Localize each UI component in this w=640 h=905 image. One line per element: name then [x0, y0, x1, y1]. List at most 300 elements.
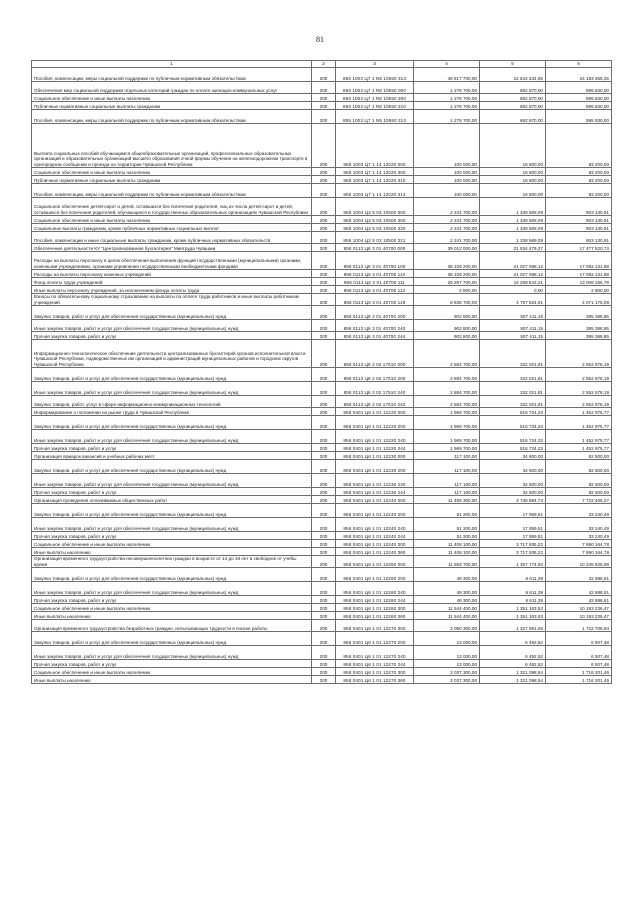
row-executed-cell: 507 411,15	[480, 320, 546, 332]
row-remaining-cell: 6 507,48	[546, 660, 612, 668]
row-classification-cell: 856 0113 Ц6 2 02 17510 200	[336, 368, 414, 382]
row-classification-cell: 856 0401 Ц6 1 01 12230 240	[336, 474, 414, 488]
row-executed-cell: 332 021,81	[480, 368, 546, 382]
row-approved-cell: 1 969 700,00	[414, 430, 480, 444]
row-classification-cell: 856 0113 Ц6 3 01 40700 240	[336, 320, 414, 332]
row-classification-cell: 856 0401 Ц6 1 01 12240 244	[336, 532, 414, 540]
row-code-cell: 200	[312, 382, 336, 396]
table-row	[32, 668, 612, 676]
row-code-cell: 200	[312, 444, 336, 452]
row-executed-cell: 6 492,52	[480, 660, 546, 668]
row-executed-cell: 682 870,00	[480, 94, 546, 102]
row-approved-cell: 49 300,00	[414, 596, 480, 604]
row-name-cell: Иные выплаты персоналу учреждений, за исключением фонда оплаты труда	[32, 286, 312, 294]
row-executed-cell: 16 259 543,21	[480, 278, 546, 286]
row-remaining-cell: 1 452 975,77	[546, 408, 612, 416]
row-code-cell: 200	[312, 244, 336, 252]
row-approved-cell: 902 800,00	[414, 306, 480, 320]
row-name-cell: Обеспечение мер социальной поддержки отдельных категорий граждан по оплате жилищно-коммунальных услуг	[32, 82, 312, 94]
row-classification-cell: 856 0401 Ц6 1 01 12230 200	[336, 460, 414, 474]
row-executed-cell: 332 021,81	[480, 340, 546, 368]
row-classification-cell: 856 0401 Ц6 1 01 12260 300	[336, 604, 414, 612]
row-remaining-cell: 17 082 131,88	[546, 252, 612, 270]
row-remaining-cell: 17 477 520,73	[546, 244, 612, 252]
row-approved-cell: 11 544 400,00	[414, 604, 480, 612]
row-classification-cell: 856 0401 Ц6 1 01 12240 240	[336, 518, 414, 532]
row-name-cell: Иные выплаты населению	[32, 548, 312, 556]
row-remaining-cell: 6 507,48	[546, 646, 612, 660]
row-code-cell: 200	[312, 568, 336, 582]
budget-table	[31, 60, 612, 684]
row-executed-cell: 3 717 935,22	[480, 548, 546, 556]
row-code-cell: 200	[312, 646, 336, 660]
row-approved-cell: 11 408 100,00	[414, 548, 480, 556]
row-name-cell: Социальное обеспечение и иные выплаты населению	[32, 540, 312, 548]
row-remaining-cell: 83 200,00	[546, 184, 612, 198]
row-classification-cell: 856 0113 Ц6 3 01 40700 200	[336, 306, 414, 320]
row-remaining-cell: 83 200,00	[546, 176, 612, 184]
row-name-cell: Организация временного трудоустройства безработных граждан, испытывающих трудности в поиске работы	[32, 620, 312, 632]
table-row	[32, 184, 612, 198]
row-remaining-cell: 395 388,85	[546, 320, 612, 332]
row-name-cell: Закупка товаров, работ и услуг для обеспечения государственных (муниципальных) нужд	[32, 568, 312, 582]
row-name-cell: Прочая закупка товаров, работ и услуг	[32, 660, 312, 668]
row-classification-cell: 856 0401 Ц6 1 01 12220 200	[336, 416, 414, 430]
row-classification-cell: 855 1003 Ц7 1 N5 10550 300	[336, 94, 414, 102]
row-name-cell: Иные закупки товаров, работ и услуг для обеспечения государственных (муниципальных) нужд	[32, 582, 312, 596]
column-header: 1	[32, 61, 312, 68]
row-approved-cell: 3 037 300,00	[414, 668, 480, 676]
row-approved-cell: 117 100,00	[414, 460, 480, 474]
row-name-cell: Иные закупки товаров, работ и услуг для обеспечения государственных (муниципальных) нужд	[32, 382, 312, 396]
row-remaining-cell: 42 688,61	[546, 582, 612, 596]
row-name-cell: Взносы по обязательному социальному страхованию на выплаты по оплате труда работников и иные выплаты работникам учреждений	[32, 294, 312, 306]
table-row	[32, 646, 612, 660]
table-row	[32, 408, 612, 416]
row-name-cell: Социальные выплаты гражданам, кроме публичных нормативных социальных выплат	[32, 224, 312, 232]
table-row	[32, 444, 612, 452]
row-remaining-cell: 4 071 175,09	[546, 294, 612, 306]
row-remaining-cell: 395 388,85	[546, 306, 612, 320]
row-name-cell: Информирование о положении на рынке труда в Чувашской Республике	[32, 408, 312, 416]
row-name-cell: Прочая закупка товаров, работ и услуг	[32, 532, 312, 540]
row-name-cell: Иные закупки товаров, работ и услуг для обеспечения государственных (муниципальных) нужд	[32, 474, 312, 488]
row-executed-cell: 6 611,39	[480, 568, 546, 582]
row-name-cell: Пособия, компенсации, меры социальной поддержки по публичным нормативным обязательствам	[32, 110, 312, 124]
row-code-cell: 200	[312, 278, 336, 286]
row-executed-cell: 507 411,15	[480, 332, 546, 340]
row-approved-cell: 2 241 700,00	[414, 198, 480, 216]
table-row	[32, 332, 612, 340]
table-row	[32, 168, 612, 176]
row-approved-cell: 1 969 700,00	[414, 408, 480, 416]
row-executed-cell: 516 724,23	[480, 430, 546, 444]
row-approved-cell: 29 267 700,00	[414, 278, 480, 286]
row-remaining-cell: 82 500,00	[546, 460, 612, 474]
row-name-cell: Прочая закупка товаров, работ и услуг	[32, 488, 312, 496]
row-code-cell: 200	[312, 504, 336, 518]
row-classification-cell: 856 0113 Ц6 2 02 17510 242	[336, 396, 414, 408]
row-classification-cell: 856 0113 Ц6 2 02 17510 000	[336, 340, 414, 368]
row-name-cell: Иные закупки товаров, работ и услуг для обеспечения государственных (муниципальных) нужд	[32, 646, 312, 660]
row-approved-cell: 51 200,00	[414, 532, 480, 540]
row-executed-cell: 34 600,00	[480, 474, 546, 488]
row-code-cell: 200	[312, 94, 336, 102]
row-approved-cell: 100 000,00	[414, 176, 480, 184]
row-name-cell: Иные закупки товаров, работ и услуг для обеспечения государственных (муниципальных) нужд	[32, 518, 312, 532]
row-remaining-cell: 2 552 678,19	[546, 382, 612, 396]
row-approved-cell: 2 884 700,00	[414, 368, 480, 382]
row-executed-cell: 6 492,52	[480, 646, 546, 660]
row-executed-cell: 1 338 569,09	[480, 232, 546, 244]
row-approved-cell: 1 278 700,00	[414, 102, 480, 110]
row-approved-cell: 39 012 000,00	[414, 244, 480, 252]
row-approved-cell: 11 408 100,00	[414, 540, 480, 548]
row-code-cell: 200	[312, 270, 336, 278]
row-approved-cell: 2 884 700,00	[414, 382, 480, 396]
row-remaining-cell: 1 452 975,77	[546, 430, 612, 444]
row-name-cell: Закупка товаров, работ и услуг для обеспечения государственных (муниципальных) нужд	[32, 504, 312, 518]
row-name-cell: Иные выплаты населению	[32, 612, 312, 620]
row-name-cell: Расходы на выплаты персоналу казенных учреждений	[32, 270, 312, 278]
row-executed-cell: 1 321 098,54	[480, 676, 546, 684]
row-approved-cell: 1 969 700,00	[414, 416, 480, 430]
row-code-cell: 200	[312, 168, 336, 176]
row-remaining-cell: 33 240,49	[546, 518, 612, 532]
row-code-cell: 200	[312, 252, 336, 270]
row-remaining-cell: 2 552 678,19	[546, 396, 612, 408]
row-classification-cell: 855 1004 Ц2 5 03 10500 321	[336, 232, 414, 244]
row-code-cell: 200	[312, 604, 336, 612]
row-remaining-cell: 7 722 405,27	[546, 496, 612, 504]
row-remaining-cell: 1 452 975,77	[546, 416, 612, 430]
row-remaining-cell: 595 830,00	[546, 102, 612, 110]
row-name-cell: Расходы на выплаты персоналу в целях обеспечения выполнения функций государственными (муниципальными) органами, казенными учреждениями, органами управления государственными внебюджетными фондами	[32, 252, 312, 270]
row-executed-cell: 516 724,23	[480, 444, 546, 452]
row-classification-cell: 856 0401 Ц6 1 01 12260 240	[336, 582, 414, 596]
row-code-cell: 200	[312, 488, 336, 496]
row-executed-cell: 0,00	[480, 286, 546, 294]
table-row	[32, 270, 612, 278]
row-remaining-cell: 6 507,48	[546, 632, 612, 646]
row-classification-cell: 855 1004 Ц2 5 03 10500 300	[336, 216, 414, 224]
row-classification-cell: 856 0401 Ц6 1 01 12220 000	[336, 408, 414, 416]
row-executed-cell: 3 717 935,22	[480, 540, 546, 548]
row-executed-cell: 6 611,39	[480, 596, 546, 604]
row-remaining-cell: 903 130,91	[546, 232, 612, 244]
row-classification-cell: 856 0113 Ц6 3 01 40700 000	[336, 244, 414, 252]
row-classification-cell: 856 0401 Ц6 1 01 12270 200	[336, 632, 414, 646]
row-code-cell: 200	[312, 632, 336, 646]
table-row	[32, 82, 612, 94]
row-code-cell: 200	[312, 286, 336, 294]
row-name-cell: Пособия, компенсации, меры социальной поддержки по публичным нормативным обязательствам	[32, 184, 312, 198]
row-name-cell: Социальное обеспечение и иные выплаты населению	[32, 604, 312, 612]
table-row	[32, 110, 612, 124]
row-classification-cell: 856 0401 Ц6 1 01 12240 300	[336, 540, 414, 548]
column-header: 5	[480, 61, 546, 68]
row-approved-cell: 11 593 700,00	[414, 556, 480, 568]
row-remaining-cell: 82 500,00	[546, 488, 612, 496]
table-row	[32, 396, 612, 408]
row-classification-cell: 855 1003 Ц7 1 N5 10550 000	[336, 82, 414, 94]
row-executed-cell: 17 959,51	[480, 504, 546, 518]
row-approved-cell: 117 100,00	[414, 488, 480, 496]
row-code-cell: 200	[312, 430, 336, 444]
row-name-cell: Пособия, компенсации, меры социальной поддержки по публичным нормативным обязательствам	[32, 68, 312, 82]
row-classification-cell: 855 1003 Ц7 1 N5 10550 313	[336, 110, 414, 124]
row-remaining-cell: 2 552 678,19	[546, 340, 612, 368]
row-code-cell: 200	[312, 596, 336, 604]
row-executed-cell: 17 959,51	[480, 532, 546, 540]
row-executed-cell: 332 021,81	[480, 396, 546, 408]
row-remaining-cell: 395 388,85	[546, 332, 612, 340]
row-classification-cell: 856 0113 Ц6 3 01 40700 110	[336, 270, 414, 278]
row-approved-cell: 11 544 400,00	[414, 612, 480, 620]
row-name-cell: Прочая закупка товаров, работ и услуг	[32, 596, 312, 604]
table-row	[32, 540, 612, 548]
table-row	[32, 660, 612, 668]
row-approved-cell: 13 000,00	[414, 646, 480, 660]
row-approved-cell: 117 100,00	[414, 452, 480, 460]
row-approved-cell: 902 800,00	[414, 332, 480, 340]
row-classification-cell: 856 0401 Ц6 1 01 12270 300	[336, 668, 414, 676]
row-executed-cell: 3 736 894,73	[480, 496, 546, 504]
row-code-cell: 200	[312, 460, 336, 474]
row-approved-cell: 13 000,00	[414, 660, 480, 668]
row-name-cell: Социальное обеспечение и иные выплаты населению	[32, 216, 312, 224]
row-name-cell: Социальное обеспечение и иные выплаты населению	[32, 168, 312, 176]
row-code-cell: 200	[312, 396, 336, 408]
row-remaining-cell: 10 235 925,08	[546, 556, 612, 568]
table-row	[32, 632, 612, 646]
row-executed-cell: 1 351 163,53	[480, 612, 546, 620]
row-name-cell: Социальное обеспечение и иные выплаты населению	[32, 668, 312, 676]
row-classification-cell: 856 0401 Ц6 1 01 12230 244	[336, 488, 414, 496]
row-approved-cell: 13 000,00	[414, 632, 480, 646]
row-executed-cell: 1 351 163,53	[480, 604, 546, 612]
table-row	[32, 278, 612, 286]
row-remaining-cell: 595 830,00	[546, 94, 612, 102]
row-executed-cell: 34 600,00	[480, 460, 546, 474]
row-classification-cell: 855 1004 Ц2 5 03 10500 320	[336, 224, 414, 232]
row-executed-cell: 17 959,51	[480, 518, 546, 532]
table-row	[32, 556, 612, 568]
column-header: 4	[414, 61, 480, 68]
table-row	[32, 452, 612, 460]
row-remaining-cell: 2 552 678,19	[546, 368, 612, 382]
row-executed-cell: 21 534 479,27	[480, 244, 546, 252]
row-classification-cell: 856 0401 Ц6 1 01 12260 244	[336, 596, 414, 604]
row-approved-cell: 49 300,00	[414, 582, 480, 596]
row-remaining-cell: 903 130,91	[546, 198, 612, 216]
row-classification-cell: 856 0113 Ц6 3 01 40700 100	[336, 252, 414, 270]
row-classification-cell: 855 1003 Ц7 1 14 12020 310	[336, 176, 414, 184]
row-classification-cell: 856 0113 Ц6 2 02 17510 240	[336, 382, 414, 396]
table-row	[32, 94, 612, 102]
row-code-cell: 200	[312, 294, 336, 306]
row-remaining-cell: 42 688,61	[546, 568, 612, 582]
row-classification-cell: 856 0401 Ц6 1 01 12230 000	[336, 452, 414, 460]
row-executed-cell: 1 338 569,09	[480, 216, 546, 224]
table-row	[32, 488, 612, 496]
row-classification-cell: 855 1003 Ц7 1 14 12020 000	[336, 124, 414, 168]
table-row	[32, 198, 612, 216]
row-approved-cell: 11 459 300,00	[414, 496, 480, 504]
row-approved-cell: 117 100,00	[414, 474, 480, 488]
row-name-cell: Закупка товаров, работ и услуг для обеспечения государственных (муниципальных) нужд	[32, 460, 312, 474]
row-approved-cell: 100 000,00	[414, 184, 480, 198]
row-classification-cell: 856 0401 Ц6 1 01 12220 240	[336, 430, 414, 444]
row-name-cell: Обеспечение деятельности КУ "Централизованная бухгалтерия" Минтруда Чувашии	[32, 244, 312, 252]
row-name-cell: Закупка товаров, работ и услуг для обеспечения государственных (муниципальных) нужд	[32, 632, 312, 646]
row-code-cell: 200	[312, 82, 336, 94]
row-classification-cell: 856 0401 Ц6 1 01 12260 000	[336, 556, 414, 568]
table-row	[32, 176, 612, 184]
row-approved-cell: 8 838 700,00	[414, 294, 480, 306]
row-code-cell: 200	[312, 496, 336, 504]
row-executed-cell: 507 411,15	[480, 306, 546, 320]
row-name-cell: Организация проведения оплачиваемых общественных работ	[32, 496, 312, 504]
row-classification-cell: 856 0401 Ц6 1 01 12220 244	[336, 444, 414, 452]
row-approved-cell: 2 241 700,00	[414, 224, 480, 232]
table-row	[32, 340, 612, 368]
row-remaining-cell: 33 240,49	[546, 532, 612, 540]
row-name-cell: Социальное обеспечение детей-сирот и детей, оставшихся без попечения родителей, лиц из числа детей-сирот и детей, оставшихся без попечения родителей, обучающихся в государственных образовательных организациях Чувашской Республики	[32, 198, 312, 216]
row-code-cell: 200	[312, 548, 336, 556]
table-row	[32, 582, 612, 596]
row-executed-cell: 21 027 068,12	[480, 270, 546, 278]
row-remaining-cell: 7 690 164,78	[546, 540, 612, 548]
row-remaining-cell: 83 200,00	[546, 124, 612, 168]
row-remaining-cell: 7 690 164,78	[546, 548, 612, 556]
row-remaining-cell: 82 500,00	[546, 474, 612, 488]
table-row	[32, 102, 612, 110]
row-name-cell: Закупка товаров, работ, услуг в сфере информационно-коммуникационных технологий	[32, 396, 312, 408]
row-approved-cell: 2 884 700,00	[414, 396, 480, 408]
row-code-cell: 200	[312, 340, 336, 368]
row-approved-cell: 2 241 700,00	[414, 232, 480, 244]
row-name-cell: Информационно-технологическое обеспечение деятельности централизованных бухгалтерий органов исполнительной власти Чувашской Республики, подведомственных им организаций и администраций муниципальных районов и городских округов Чувашской Республики	[32, 340, 312, 368]
row-executed-cell: 682 870,00	[480, 102, 546, 110]
row-remaining-cell: 903 130,91	[546, 224, 612, 232]
row-code-cell: 200	[312, 216, 336, 224]
table-row	[32, 232, 612, 244]
table-row	[32, 306, 612, 320]
row-code-cell: 200	[312, 124, 336, 168]
row-name-cell: Закупка товаров, работ и услуг для обеспечения государственных (муниципальных) нужд	[32, 306, 312, 320]
row-classification-cell: 855 1003 Ц7 1 N5 10550 310	[336, 102, 414, 110]
row-approved-cell: 100 000,00	[414, 168, 480, 176]
table-row	[32, 460, 612, 474]
row-remaining-cell: 17 082 131,88	[546, 270, 612, 278]
row-approved-cell: 2 800,00	[414, 286, 480, 294]
table-row	[32, 224, 612, 232]
row-remaining-cell: 903 130,91	[546, 216, 612, 224]
row-executed-cell: 16 800,00	[480, 124, 546, 168]
row-name-cell: Закупка товаров, работ и услуг для обеспечения государственных (муниципальных) нужд	[32, 368, 312, 382]
row-classification-cell: 856 0401 Ц6 1 01 12240 360	[336, 548, 414, 556]
table-row	[32, 252, 612, 270]
row-executed-cell: 682 870,00	[480, 82, 546, 94]
row-code-cell: 200	[312, 176, 336, 184]
row-executed-cell: 6 492,52	[480, 632, 546, 646]
row-executed-cell: 34 600,00	[480, 488, 546, 496]
row-code-cell: 200	[312, 556, 336, 568]
row-code-cell: 200	[312, 224, 336, 232]
row-name-cell: Организация ярмарок вакансий и учебных рабочих мест	[32, 452, 312, 460]
row-code-cell: 200	[312, 102, 336, 110]
row-code-cell: 200	[312, 612, 336, 620]
row-name-cell: Выплата социальных пособий обучающимся общеобразовательных организаций, профессиональных образовательных организаций и образовательных организаций высшего образования очной формы обучения на железнодорожном транспорте в пригородном сообщении и проезда на территории Чувашской Республики	[32, 124, 312, 168]
row-executed-cell: 16 800,00	[480, 184, 546, 198]
row-remaining-cell: 2 800,00	[546, 286, 612, 294]
row-classification-cell: 856 0401 Ц6 1 01 12270 360	[336, 676, 414, 684]
table-row	[32, 474, 612, 488]
row-code-cell: 200	[312, 184, 336, 198]
row-code-cell: 200	[312, 660, 336, 668]
row-code-cell: 200	[312, 452, 336, 460]
table-row	[32, 568, 612, 582]
column-header: 2	[312, 61, 336, 68]
row-remaining-cell: 24 183 365,45	[546, 68, 612, 82]
row-classification-cell: 856 0401 Ц6 1 01 12260 200	[336, 568, 414, 582]
column-header: 6	[546, 61, 612, 68]
row-classification-cell: 856 0401 Ц6 1 01 12270 240	[336, 646, 414, 660]
table-row	[32, 416, 612, 430]
table-row	[32, 612, 612, 620]
row-name-cell: Прочая закупка товаров, работ и услуг	[32, 332, 312, 340]
table-row	[32, 216, 612, 224]
row-approved-cell: 38 109 200,00	[414, 252, 480, 270]
row-approved-cell: 3 037 300,00	[414, 676, 480, 684]
row-executed-cell: 1 338 569,09	[480, 224, 546, 232]
row-executed-cell: 4 767 524,91	[480, 294, 546, 306]
table-row	[32, 430, 612, 444]
row-remaining-cell: 595 830,00	[546, 82, 612, 94]
row-name-cell: Социальное обеспечение и иные выплаты населению	[32, 94, 312, 102]
row-executed-cell: 6 611,39	[480, 582, 546, 596]
row-executed-cell: 682 870,00	[480, 110, 546, 124]
row-code-cell: 200	[312, 474, 336, 488]
row-classification-cell: 855 1003 Ц7 1 N5 10550 313	[336, 68, 414, 82]
row-executed-cell: 22 634 334,55	[480, 68, 546, 82]
row-approved-cell: 902 800,00	[414, 320, 480, 332]
row-approved-cell: 1 278 700,00	[414, 94, 480, 102]
row-executed-cell: 1 338 569,09	[480, 198, 546, 216]
row-remaining-cell: 10 193 236,47	[546, 604, 612, 612]
table-row	[32, 676, 612, 684]
row-code-cell: 200	[312, 620, 336, 632]
row-remaining-cell: 1 716 201,46	[546, 668, 612, 676]
row-approved-cell: 1 278 700,00	[414, 110, 480, 124]
row-code-cell: 200	[312, 232, 336, 244]
row-executed-cell: 1 327 591,06	[480, 620, 546, 632]
row-name-cell: Организация временного трудоустройства несовершеннолетних граждан в возрасте от 14 до 18 лет в свободное от учебы время	[32, 556, 312, 568]
table-row	[32, 504, 612, 518]
row-classification-cell: 856 0401 Ц6 1 01 12240 000	[336, 496, 414, 504]
row-code-cell: 200	[312, 198, 336, 216]
row-code-cell: 200	[312, 676, 336, 684]
row-executed-cell: 1 321 098,54	[480, 668, 546, 676]
table-row	[32, 532, 612, 540]
table-row	[32, 604, 612, 612]
row-approved-cell: 3 050 300,00	[414, 620, 480, 632]
row-code-cell: 200	[312, 540, 336, 548]
row-name-cell: Закупка товаров, работ и услуг для обеспечения государственных (муниципальных) нужд	[32, 416, 312, 430]
row-classification-cell: 856 0113 Ц6 3 01 40700 112	[336, 286, 414, 294]
header-row	[32, 61, 612, 68]
